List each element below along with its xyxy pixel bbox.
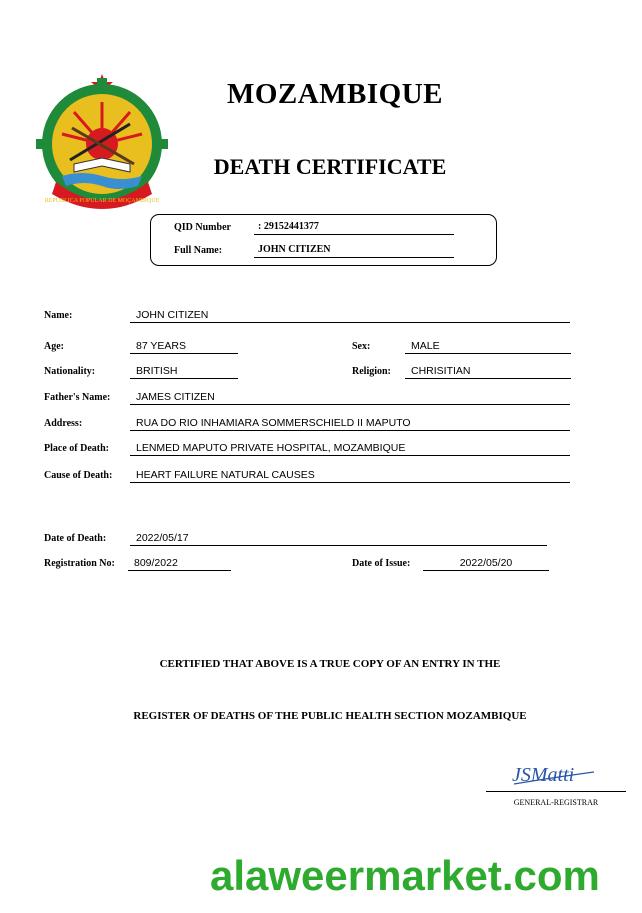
address-label: Address: (44, 418, 83, 429)
address-value: RUA DO RIO INHAMIARA SOMMERSCHIELD II MAPUTO (130, 417, 570, 431)
watermark-text: alaweermarket.com (210, 852, 600, 899)
date-of-death-value: 2022/05/17 (130, 532, 547, 546)
fathers-name-value: JAMES CITIZEN (130, 391, 570, 405)
coat-of-arms-icon (34, 72, 170, 212)
certification-line-1: CERTIFIED THAT ABOVE IS A TRUE COPY OF AN ENTRY IN THE (159, 658, 501, 670)
age-label: Age: (44, 341, 64, 352)
certification-line-2: REGISTER OF DEATHS OF THE PUBLIC HEALTH SECTION MOZAMBIQUE (133, 710, 527, 722)
place-of-death-label: Place of Death: (44, 443, 109, 454)
cause-of-death-label: Cause of Death: (44, 470, 113, 481)
date-of-death-label: Date of Death: (44, 533, 107, 544)
sex-value: MALE (405, 340, 571, 354)
document-title: DEATH CERTIFICATE (213, 154, 447, 179)
age-value: 87 YEARS (130, 340, 238, 354)
nationality-value: BRITISH (130, 365, 238, 379)
registration-no-label: Registration No: (44, 558, 115, 569)
name-label: Name: (44, 310, 73, 321)
fathers-name-label: Father's Name: (44, 392, 111, 403)
full-name-label: Full Name: (174, 245, 223, 256)
signature-icon (510, 760, 600, 793)
date-of-issue-label: Date of Issue: (352, 558, 411, 569)
religion-value: CHRISITIAN (405, 365, 571, 379)
country-title: MOZAMBIQUE (226, 78, 444, 110)
place-of-death-value: LENMED MAPUTO PRIVATE HOSPITAL, MOZAMBIQUE (130, 442, 570, 456)
signature-label: GENERAL-REGISTRAR (513, 798, 599, 807)
religion-label: Religion: (352, 366, 391, 377)
signature-text: JSMatti (512, 764, 575, 786)
signature-line (486, 791, 626, 792)
qid-value: : 29152441377 (254, 221, 454, 235)
registration-no-value: 809/2022 (128, 557, 231, 571)
emblem-ribbon-text: REPUBLICA POPULAR DE MOÇAMBIQUE (44, 198, 160, 204)
date-of-issue-value: 2022/05/20 (423, 557, 549, 571)
name-value: JOHN CITIZEN (130, 309, 570, 323)
cause-of-death-value: HEART FAILURE NATURAL CAUSES (130, 469, 570, 483)
qid-label: QID Number (174, 222, 231, 233)
sex-label: Sex: (352, 341, 371, 352)
nationality-label: Nationality: (44, 366, 96, 377)
full-name-value: JOHN CITIZEN (254, 244, 454, 258)
